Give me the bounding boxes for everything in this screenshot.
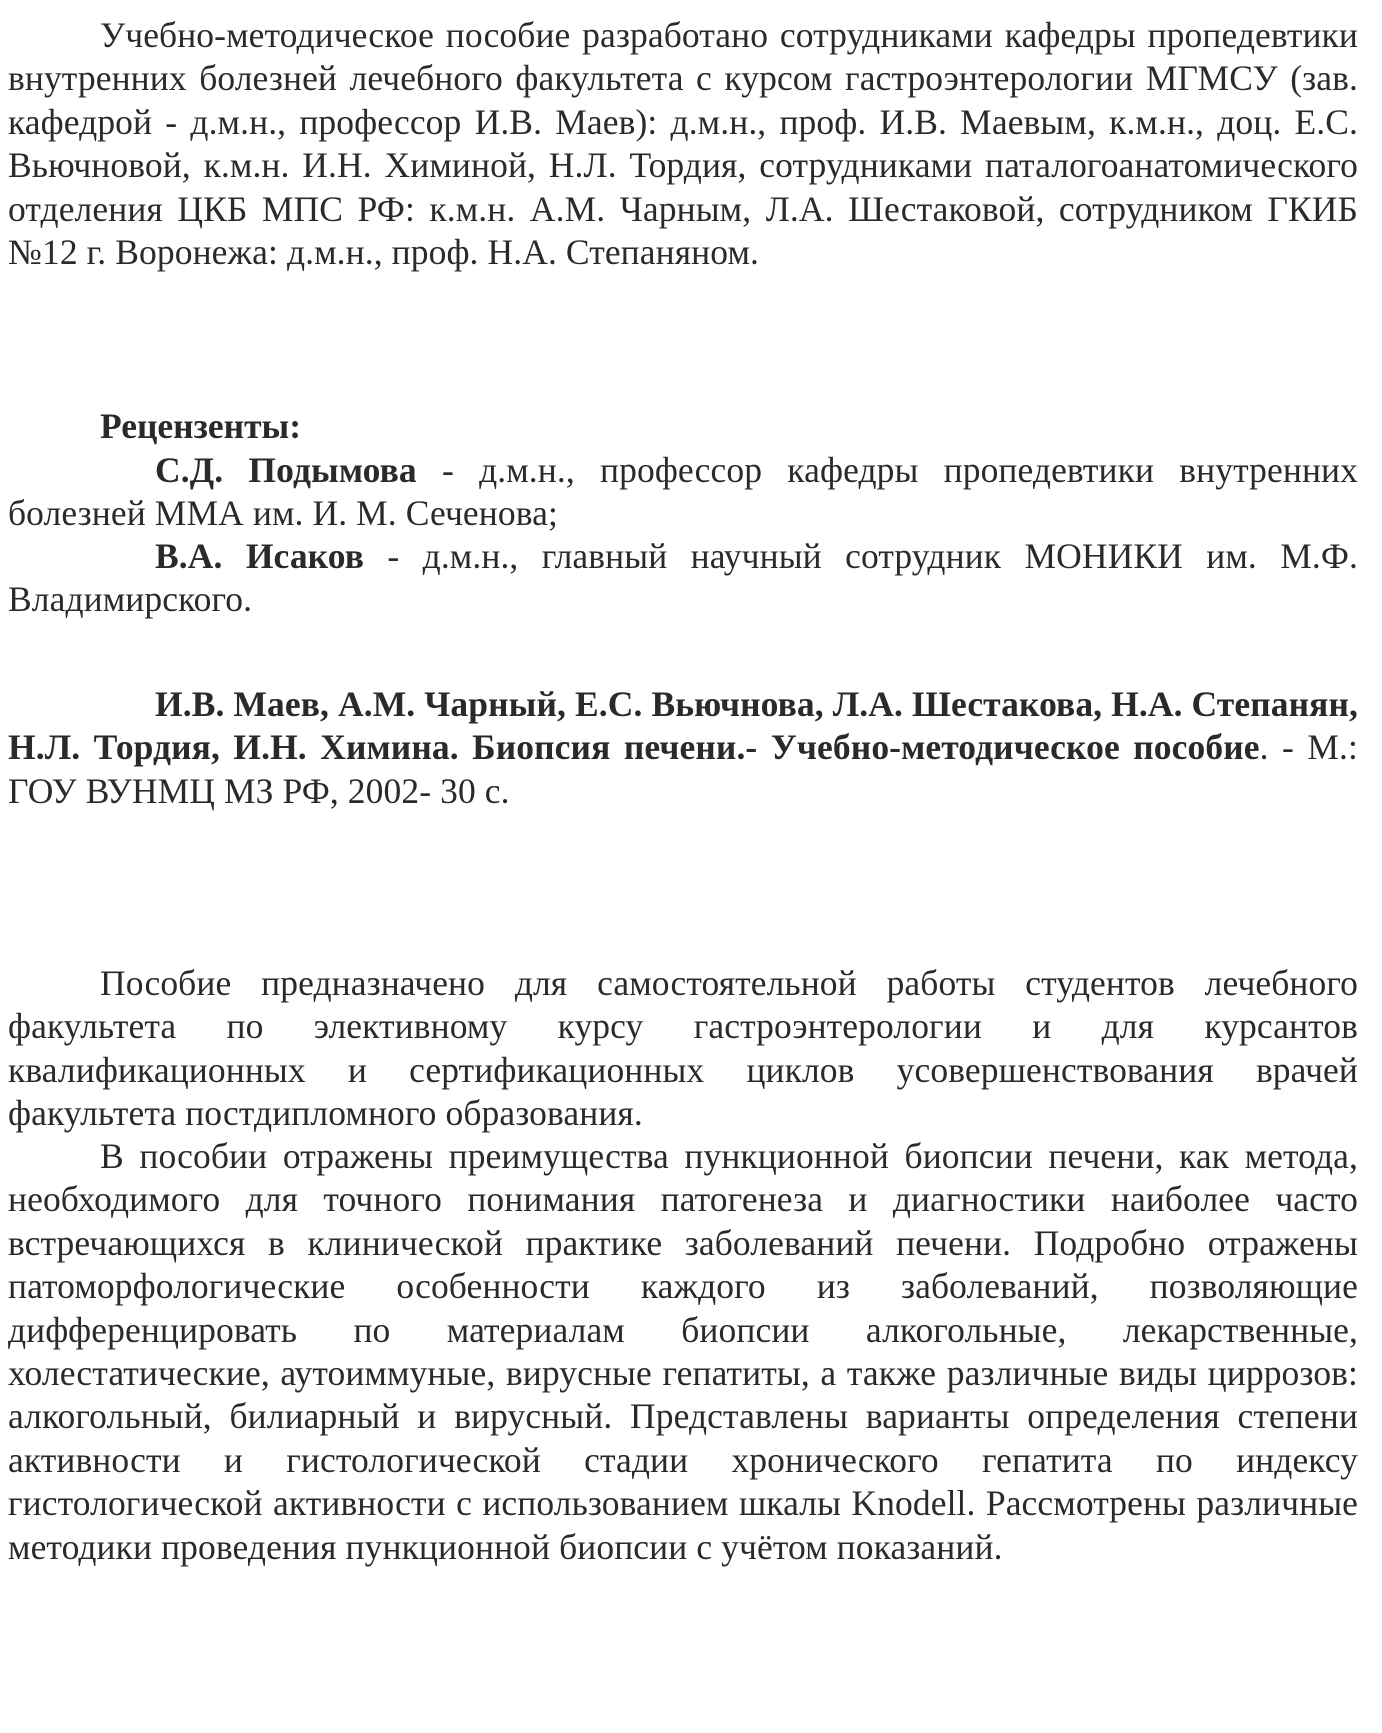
- reviewer-entry: [8, 535, 1358, 622]
- citation-publisher: . - М.: ГОУ ВУНМЦ МЗ РФ, 2002- 30 с.: [8, 727, 1358, 811]
- citation-paragraph: [8, 683, 1358, 813]
- reviewer-entry: [8, 449, 1358, 536]
- abstract-paragraph-2: В пособии отражены преимущества пункционной биопсии печени, как метода, необходимого для точного понимания патогенеза и диагностики наиболее часто встречающихся в клинической практике заболеваний печени. Подробно отражены патоморфологические особенности каждого из заболеваний, позволяющие дифференцировать по материалам биопсии алкогольные, лекарственные, холестатические, аутоиммуные, вирусные гепатиты, а также различные виды циррозов: алкогольный, билиарный и вирусный. Представлены варианты определения степени активности и гистологической стадии хронического гепатита по индексу гистологической активности с использованием шкалы Knodell. Рассмотрены различные методики проведения пункционной биопсии с учётом показаний.: [8, 1136, 1358, 1567]
- reviewer-name: С.Д. Подымова: [155, 450, 417, 490]
- intro-paragraph: Учебно-методическое пособие разработано сотрудниками кафедры пропедевтики внутренних болезней лечебного факультета с курсом гастроэнтерологии МГМСУ (зав. кафедрой - д.м.н., профессор И.В. Маев): д.м.н., проф. И.В. Маевым, к.м.н., доц. Е.С. Вьючновой, к.м.н. И.Н. Химиной, Н.Л. Тордия, сотрудниками паталогоанатомического отделения ЦКБ МПС РФ: к.м.н. А.М. Чарным, Л.А. Шестаковой, сотрудником ГКИБ №12 г. Воронежа: д.м.н., проф. Н.А. Степаняном.: [8, 15, 1358, 273]
- abstract-paragraph-1: Пособие предназначено для самостоятельной работы студентов лечебного факультета по элективному курсу гастроэнтерологии и для курсантов квалификационных и сертификационных циклов усовершенствования врачей факультета постдипломного образования.: [8, 963, 1358, 1134]
- reviewer-description: - д.м.н., главный научный сотрудник МОНИКИ им. М.Ф. Владимирского.: [8, 536, 1358, 620]
- citation-authors-title: И.В. Маев, А.М. Чарный, Е.С. Вьючнова, Л.А. Шестакова, Н.А. Степанян, Н.Л. Тордия, И.Н. Химина. Биопсия печени.- Учебно-методическое пособие: [8, 684, 1358, 768]
- reviewer-description: - д.м.н., профессор кафедры пропедевтики внутренних болезней ММА им. И. М. Сеченова;: [8, 450, 1358, 534]
- reviewer-name: В.А. Исаков: [155, 536, 365, 576]
- reviewers-heading: Рецензенты:: [100, 406, 302, 446]
